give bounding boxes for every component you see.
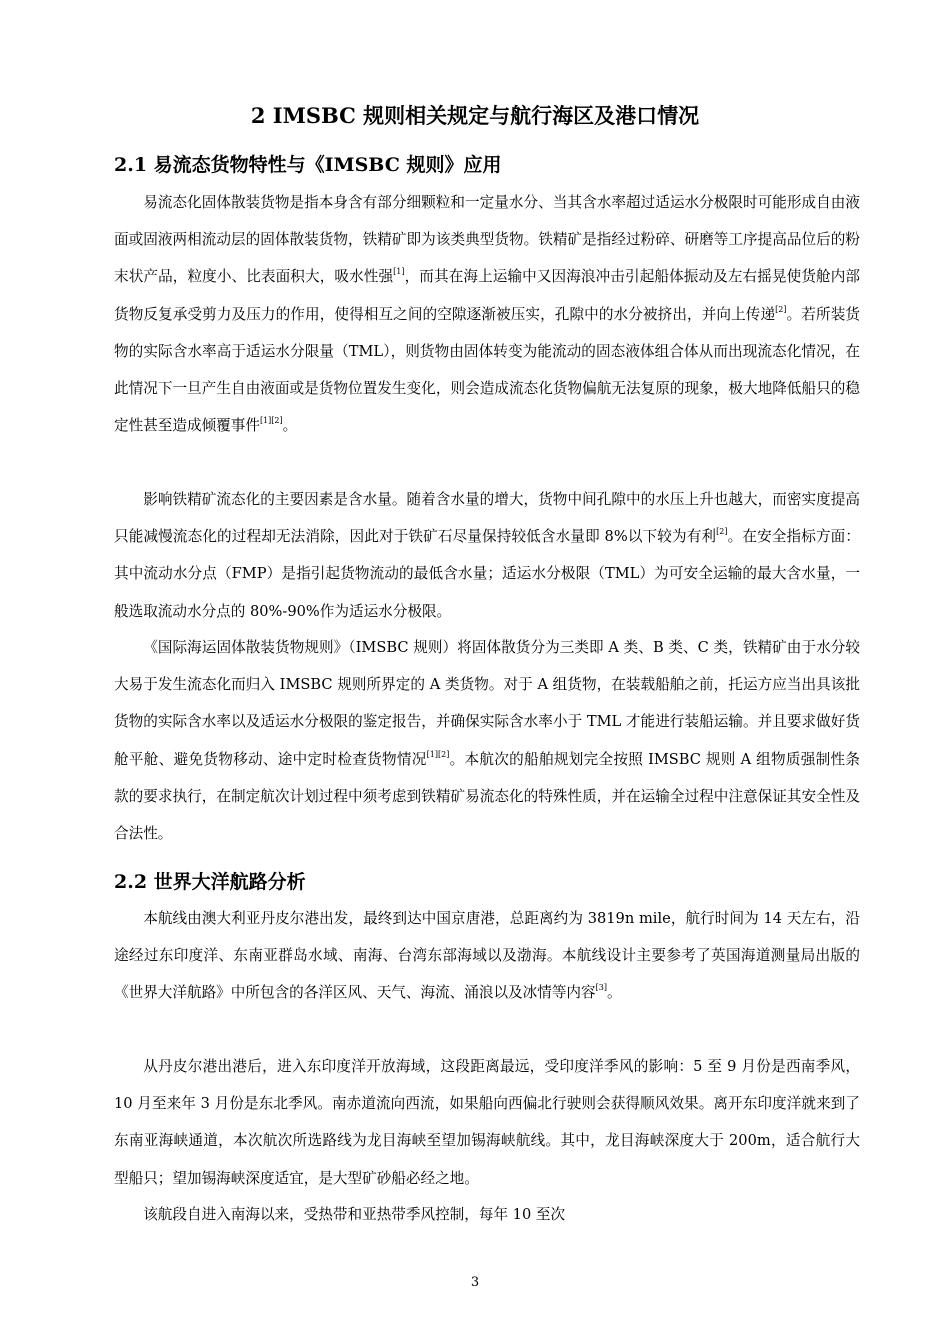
paragraph-text: 。若所装货物的实际含水率高于适运水分限量（TML），则货物由固体转变为能流动的固态液体组合体从而出现流态化情况，在此情况下一旦产生自由液面或是货物位置发生变化，则会造成流态化货物偏航无法复原的现象，极大地降低船只的稳定性甚至造成倾覆事件	[114, 305, 860, 435]
page-number: 3	[470, 1275, 480, 1290]
paragraph-text: 。在安全指标方面：其中流动水分点（FMP）是指引起货物流动的最低含水量；适运水分极限（TML）为可安全运输的最大含水量，一般选取流动水分点的 80%-90%作为适运水分极限。	[114, 528, 860, 620]
paragraph-text: 。本航次的船舶规划完全按照 IMSBC 规则 A 组物质强制性条款的要求执行，在制定航次计划过程中须考虑到铁精矿易流态化的特殊性质，并在运输全过程中注意保证其安全性及合法性。	[114, 750, 860, 843]
paragraph-text: 本航线由澳大利亚丹皮尔港出发，最终到达中国京唐港，总距离约为 3819n mile，航行时间为 14 天左右，沿途经过东印度洋、东南亚群岛水域、南海、台湾东部海域以及渤海。本航线设计主要参考了英国海道测量局出版的《世界大洋航路》中所包含的各洋区风、天气、海流、涌浪以及冰情等内容	[114, 910, 860, 1002]
paragraph	[114, 184, 860, 444]
paragraph-text: 影响铁精矿流态化的主要因素是含水量。随着含水量的增大，货物中间孔隙中的水压上升也越大，而密实度提高只能减慢流态化的过程却无法消除，因此对于铁矿石尽量保持较低含水量即 8%以下较为有利	[114, 491, 860, 546]
citation-ref: [2]	[716, 527, 728, 537]
paragraph-text: 。	[282, 417, 298, 435]
citation-ref: [1][2]	[259, 416, 283, 426]
section-heading-2-2: 2.2 世界大洋航路分析	[114, 871, 306, 893]
paragraph	[114, 1048, 860, 1197]
paragraph	[114, 629, 860, 852]
paragraph-text: 。	[606, 984, 622, 1002]
paragraph	[114, 900, 860, 1012]
citation-ref: [3]	[595, 983, 607, 993]
chapter-title: 2 IMSBC 规则相关规定与航行海区及港口情况	[250, 103, 700, 128]
paragraph-text: 易流态化固体散装货物是指本身含有部分细颗粒和一定量水分、当其含水率超过适运水分极限时可能形成自由液面或固液两相流动层的固体散装货物，铁精矿即为该类典型货物。铁精矿是指经过粉碎、研磨等工序提高品位后的粉末状产品，粒度小、比表面积大，吸水性强	[114, 194, 860, 286]
paragraph-text: 《国际海运固体散装货物规则》（IMSBC 规则）将固体散货分为三类即 A 类、B 类、C 类，铁精矿由于水分较大易于发生流态化而归入 IMSBC 规则所界定的 A 类货物。对于 A 组货物，在装载船舶之前，托运方应当出具该批货物的实际含水率以及适运水分极限的鉴定报告，并确保实际含水率小于 TML 才能进行装船运输。并且要求做好货舱平舱、避免货物移动、途中定时检查货物情况	[114, 639, 860, 768]
citation-ref: [1][2]	[426, 749, 450, 759]
citation-ref: [1]	[393, 267, 405, 277]
section-heading-2-1: 2.1 易流态货物特性与《IMSBC 规则》应用	[114, 154, 502, 176]
paragraph	[114, 1196, 860, 1233]
paragraph	[114, 481, 860, 630]
citation-ref: [2]	[775, 304, 787, 314]
paragraph-text: 从丹皮尔港出港后，进入东印度洋开放海域，这段距离最远，受印度洋季风的影响：5 至 9 月份是西南季风，10 月至来年 3 月份是东北季风。南赤道流向西流，如果船向西偏北行驶则会获得顺风效果。离开东印度洋就来到了东南亚海峡通道，本次航次所选路线为龙目海峡至望加锡海峡航线。其中，龙目海峡深度大于 200m，适合航行大型船只；望加锡海峡深度适宜，是大型矿砂船必经之地。	[114, 1058, 860, 1187]
paragraph-text: 该航段自进入南海以来，受热带和亚热带季风控制，每年 10 至次	[143, 1206, 566, 1223]
paragraph-text: ，而其在海上运输中又因海浪冲击引起船体振动及左右摇晃使货舱内部货物反复承受剪力及压力的作用，使得相互之间的空隙逐渐被压实，孔隙中的水分被挤出，并向上传递	[114, 268, 860, 323]
